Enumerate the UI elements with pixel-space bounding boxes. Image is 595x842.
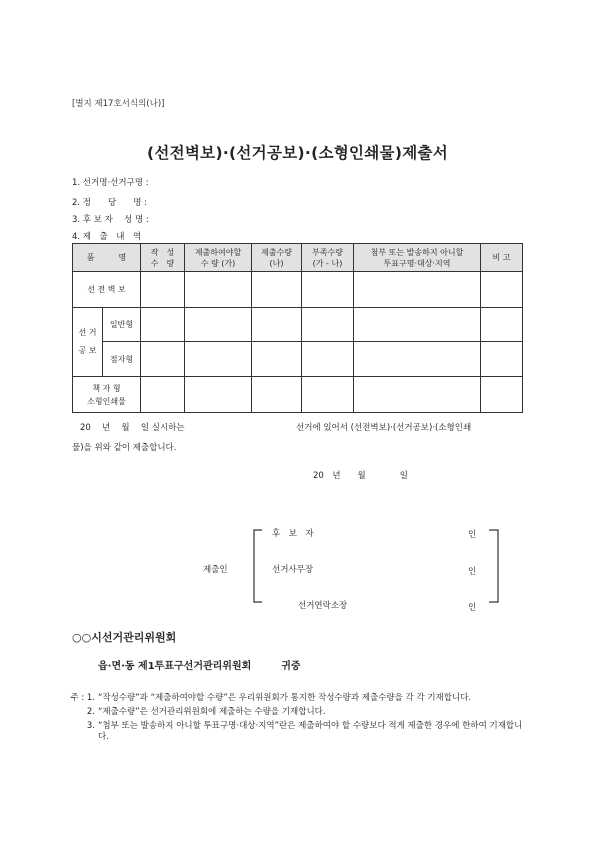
row-label-braille: 점자형 <box>103 342 141 377</box>
row-label-general: 일반형 <box>103 308 141 342</box>
note-number: 주 : 1. <box>70 693 95 703</box>
header-shortage-qty: 부족수량 (가 - 나) <box>302 244 354 272</box>
table-header-row <box>73 244 523 272</box>
table-cell[interactable] <box>481 272 523 308</box>
statement-line2: 물)을 위와 같이 제출합니다. <box>72 443 177 453</box>
row-label-booklet: 책 자 형 소형인쇄물 <box>73 377 141 413</box>
table-cell[interactable] <box>354 272 481 308</box>
table-row <box>73 272 523 308</box>
table-cell[interactable] <box>354 377 481 413</box>
note-item <box>62 707 532 718</box>
submission-date: 20 년 월 일 <box>313 471 408 481</box>
submitter-label: 제출인 <box>203 565 228 575</box>
header-required-qty: 제출하여야할 수 량 (가) <box>185 244 252 272</box>
table-cell[interactable] <box>141 377 185 413</box>
election-name-field: 1. 선거명·선거구명 : <box>72 178 149 188</box>
table-cell[interactable] <box>481 342 523 377</box>
table-cell[interactable] <box>302 342 354 377</box>
table-cell[interactable] <box>302 308 354 342</box>
table-cell[interactable] <box>302 377 354 413</box>
candidate-role: 후 보 자 <box>272 529 314 539</box>
liaison-office-head-seal: 인 <box>468 603 477 613</box>
table-cell[interactable] <box>302 272 354 308</box>
table-cell[interactable] <box>141 308 185 342</box>
table-cell[interactable] <box>252 377 302 413</box>
party-name-field: 2. 정 당 명 : <box>72 198 148 208</box>
candidate-seal: 인 <box>468 530 477 540</box>
right-brace <box>485 528 505 606</box>
note-item <box>62 693 532 704</box>
table-cell[interactable] <box>141 272 185 308</box>
table-cell[interactable] <box>185 342 252 377</box>
candidate-name-field: 3. 후 보 자 성 명 : <box>72 215 149 225</box>
note-text: “첨부 또는 발송하지 아니할 투표구명·대상·지역”란은 제출하여야 할 수량보다 적게 제출한 경우에 한하여 기재합니다. <box>98 721 523 742</box>
submission-details-heading: 4. 제 출 내 역 <box>72 232 142 242</box>
header-not-sent: 첨부 또는 발송하지 아니할 투표구명·대상·지역 <box>354 244 481 272</box>
notes-section <box>62 693 532 746</box>
table-cell[interactable] <box>185 308 252 342</box>
row-label-poster: 선 전 벽 보 <box>73 272 141 308</box>
submission-table <box>72 243 523 413</box>
campaign-manager-role: 선거사무장 <box>272 565 314 575</box>
header-remarks: 비 고 <box>481 244 523 272</box>
statement-line1-end: 선거에 있어서 (선전벽보)·(선거공보)·(소형인쇄 <box>296 423 472 433</box>
table-cell[interactable] <box>481 308 523 342</box>
table-cell[interactable] <box>481 377 523 413</box>
header-created-qty: 작 성 수 량 <box>141 244 185 272</box>
statement-line1-start: 20 년 월 일 실시하는 <box>80 423 185 433</box>
left-brace <box>248 528 268 606</box>
form-number: [별지 제17호서식의(나)] <box>72 99 165 109</box>
note-item <box>62 721 532 743</box>
table-cell[interactable] <box>252 308 302 342</box>
table-cell[interactable] <box>141 342 185 377</box>
campaign-manager-seal: 인 <box>468 567 477 577</box>
liaison-office-head-role: 선거연락소장 <box>298 601 348 611</box>
header-submitted-qty: 제출수량 (나) <box>252 244 302 272</box>
note-text: “작성수량”과 “제출하여야할 수량”은 우리위원회가 통지한 작성수량과 제출수량을 각 각 기재합니다. <box>98 693 472 703</box>
table-cell[interactable] <box>252 272 302 308</box>
table-cell[interactable] <box>185 272 252 308</box>
table-cell[interactable] <box>354 342 481 377</box>
table-row <box>73 377 523 413</box>
city-election-commission: ○○시선거관리위원회 <box>72 631 177 644</box>
document-title: (선전벽보)·(선거공보)·(소형인쇄물)제출서 <box>146 144 449 162</box>
header-item: 품 명 <box>73 244 141 272</box>
note-number: 2. <box>86 707 95 717</box>
table-cell[interactable] <box>185 377 252 413</box>
table-row <box>73 342 523 377</box>
note-number: 3. <box>86 721 95 731</box>
table-row <box>73 308 523 342</box>
note-text: “제출수량”은 선거관리위원회에 제출하는 수량을 기재합니다. <box>98 707 326 717</box>
precinct-election-commission: 읍·면·동 제1투표구선거관리위원회 귀중 <box>98 661 301 672</box>
table-cell[interactable] <box>252 342 302 377</box>
table-cell[interactable] <box>354 308 481 342</box>
submission-statement <box>72 418 527 458</box>
row-label-bulletin: 선 거 공 보 <box>73 308 103 377</box>
